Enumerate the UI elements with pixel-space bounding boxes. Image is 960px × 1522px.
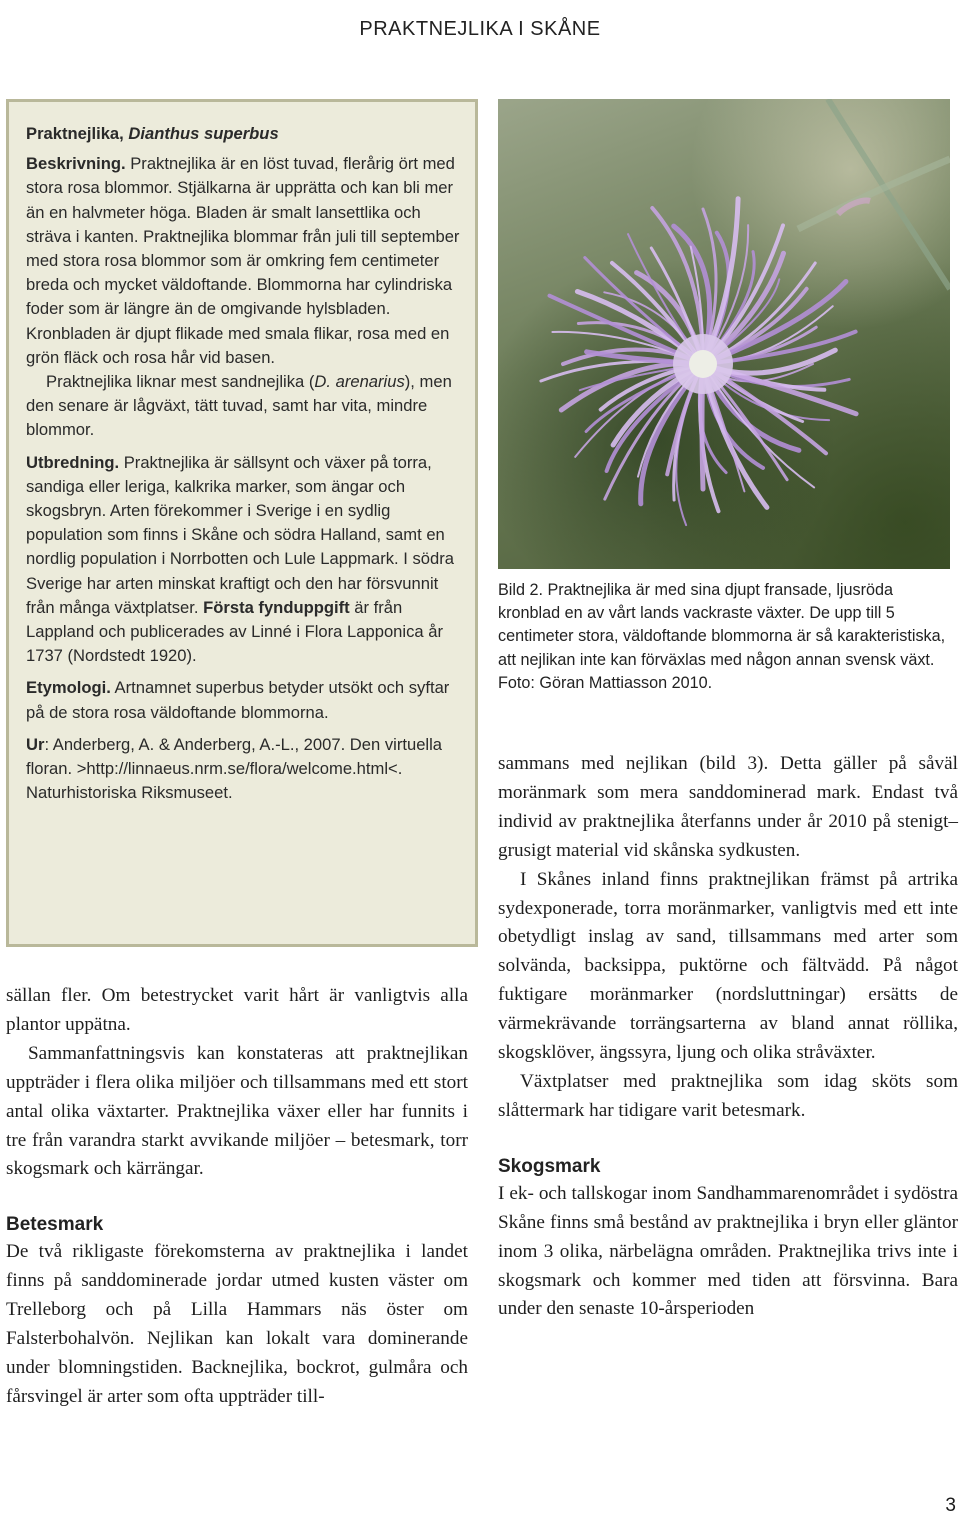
paragraph: I ek- och tallskogar inom Sandhammarenområdet i sydöstra Skåne finns små bestånd av praktnejlika i bryn eller gläntor inom 3 olika, närbelägna områden. Praktnejlika trivs inte i skogsmark och kommer med tiden att försvinna. Bara under den senaste 10-årsperioden: [498, 1182, 958, 1320]
factbox-comparison: Praktnejlika liknar mest sandnejlika (D. arenarius), men den senare är lågväxt, tätt tuvad, samt har vita, mindre blommor.: [26, 372, 452, 440]
flower-photo: [498, 99, 950, 569]
photo-credit: Foto: Göran Mattiasson 2010.: [498, 673, 713, 692]
factbox-source: Ur: Anderberg, A. & Anderberg, A.-L., 2007. Den virtuella floran. >http://linnaeus.nrm.se/flora/welcome.html<. Naturhistoriska Riksmuseet.: [26, 734, 443, 803]
factbox-distribution: Utbredning. Praktnejlika är sällsynt och växer på torra, sandiga eller leriga, kalkrika marker, som ängar och skogsbryn. Arten förekommer i Sverige i en sydlig population som finns i Skåne och södra Halland, samt en nordlig population i Norrbotten och Lule Lappmark. I södra Sverige har arten minskat kraftigt och den har försvunnit från många växtplatser. Första fynduppgift är från Lappland och publicerades av Linné i Flora Lapponica år 1737 (Nordstedt 1920).: [26, 452, 455, 666]
caption-text: Bild 2. Praktnejlika är med sina djupt fransade, ljusröda kronblad en av vårt lands vackraste växter. De upp till 5 centimeter stora, väldoftande blommorna är så karakteristiska, att nejlikan inte kan förväxlas med någon annan svensk växt.: [498, 581, 946, 669]
paragraph: I Skånes inland finns praktnejlikan främst på artrika sydexponerade, torra moränmarker, vanligtvis med ett inte obetydligt inslag av sand, tillsammans med arter som solvända, backsippa, puktörne och fältvädd. På något fuktigare moränmarker (nordsluttningar) ersätts de värmekrävande torrängsarterna av bland annat röllika, skogsklöver, ängssyra, ljung och olika stråväxter.: [498, 868, 958, 1064]
paragraph: De två rikligaste förekomsterna av praktnejlika i landet finns på sanddominerade jordar utmed kusten väster om Trelleborg och på Lilla Hammars näs öster om Falsterbohalvön. Nejlikan kan lokalt vara dominerande under blomningstiden. Backnejlika, bockrot, gulmåra och fårsvingel är arter som ofta uppträder till-: [6, 1241, 468, 1407]
paragraph: sällan fler. Om betestrycket varit hårt är vanligtvis alla plantor uppätna.: [6, 985, 468, 1035]
species-fact-box: [6, 99, 478, 947]
right-column: [498, 750, 958, 1324]
factbox-title: Praktnejlika, Dianthus superbus: [26, 124, 279, 143]
factbox-description: Beskrivning. Praktnejlika är en löst tuvad, flerårig ört med stora rosa blommor. Stjälkarna är upprätta och kan bli mer än en halvmeter höga. Bladen är smalt lansettlika och sträva i kanten. Praktnejlika blommar från juli till september med stora rosa blommor som är omkring fem centimeter breda och mycket väldoftande. Blommorna har cylindriska foder som är längre än de omgivande hylsbladen. Kronbladen är djupt flikade med smala flikar, rosa med en grön fläck och rosa hår vid basen.: [26, 154, 460, 367]
factbox-etymology: Etymologi. Artnamnet superbus betyder utsökt och syftar på de stora rosa väldoftande blommorna.: [26, 678, 450, 722]
left-column: [6, 982, 468, 1412]
page-number: 3: [945, 1495, 956, 1516]
paragraph: Växtplatser med praktnejlika som idag sköts som slåttermark har tidigare varit betesmark.: [498, 1070, 958, 1121]
latin-name: Dianthus superbus: [128, 124, 279, 143]
dianthus-flower-illustration: [498, 99, 950, 569]
running-header: PRAKTNEJLIKA I SKÅNE: [359, 18, 601, 40]
section-heading-betesmark: Betesmark: [6, 1214, 104, 1236]
paragraph: Sammanfattningsvis kan konstateras att praktnejlikan uppträder i flera olika miljöer och tillsammans med ett stort antal olika växtarter. Praktnejlika växer eller har funnits i tre från varandra starkt avvikande miljöer – betesmark, torr skogsmark och kärrängar.: [6, 1042, 468, 1180]
section-heading-skogsmark: Skogsmark: [498, 1155, 601, 1177]
paragraph: sammans med nejlikan (bild 3). Detta gäller på såväl moränmark som mera sanddominerad mark. Endast två individ av praktnejlika återfanns under år 2010 på stenigt–grusigt material vid skånska sydkusten.: [498, 753, 958, 861]
photo-caption: [498, 579, 953, 695]
